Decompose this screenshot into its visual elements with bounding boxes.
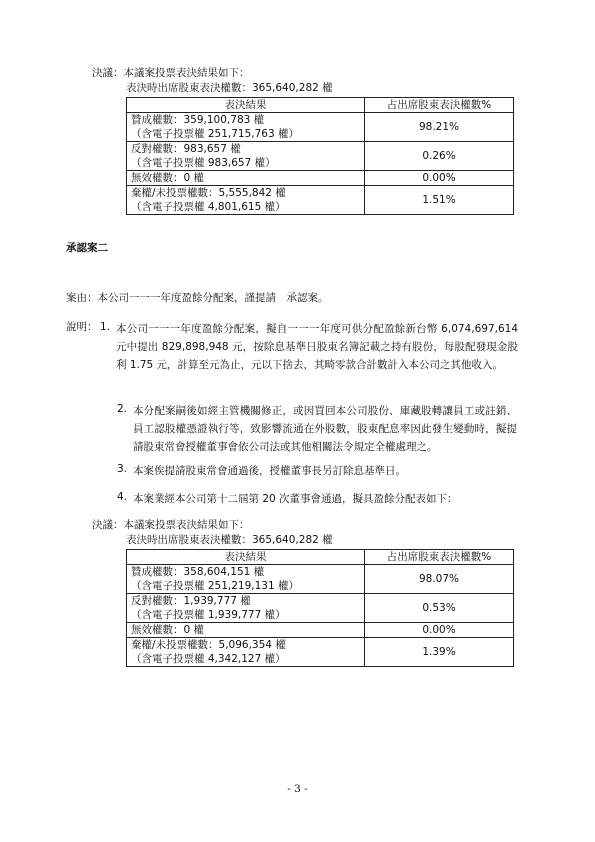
table-header-result: 表決結果 xyxy=(127,550,365,565)
table-row xyxy=(127,623,514,638)
vote-type: 贊成權數：359,100,783 權 xyxy=(131,114,265,126)
electronic-vote: （含電子投票權 4,801,615 權） xyxy=(131,201,286,213)
vote-type: 反對權數：983,657 權 xyxy=(131,143,241,155)
vote-percent: 98.07% xyxy=(365,565,514,594)
item-text: 本分配案嗣後如經主管機關修正，或因買回本公司股份、庫藏股轉讓員工或註銷、員工認股權憑證執行等，致影響流通在外股數，股東配息率因此發生變動時，擬提請股東常會授權董事會依公司法或其他相關法令規定全權處理之。 xyxy=(133,405,517,453)
table-row xyxy=(127,113,514,142)
vote-table-1 xyxy=(126,97,514,215)
item-text: 本案業經本公司第十二屆第 20 次董事會通過，擬具盈餘分配表如下： xyxy=(133,493,458,505)
table-header-percent: 占出席股東表決權數% xyxy=(365,98,514,113)
vote-type: 棄權/未投票權數：5,555,842 權 xyxy=(131,187,286,199)
attendance-text: 表決時出席股東表決權數：365,640,282 權 xyxy=(126,82,333,94)
resolution-2 xyxy=(92,518,333,548)
table-row xyxy=(127,186,514,215)
table-row xyxy=(127,594,514,623)
table-header-percent: 占出席股東表決權數% xyxy=(365,550,514,565)
table-row xyxy=(127,142,514,171)
vote-type: 無效權數：0 權 xyxy=(131,172,205,184)
table-row xyxy=(127,565,514,594)
item-text: 本案俟提請股東常會通過後，授權董事長另訂除息基準日。 xyxy=(133,465,406,477)
explanation-item-1 xyxy=(100,320,518,374)
section-title: 承認案二 xyxy=(66,242,108,254)
vote-type: 無效權數：0 權 xyxy=(131,624,205,636)
explanation-item-2 xyxy=(117,402,517,456)
resolution-label: 決議：本議案投票表決結果如下： xyxy=(92,519,250,531)
table-row xyxy=(127,638,514,667)
explanation-item-4 xyxy=(117,490,517,508)
table-header-result: 表決結果 xyxy=(127,98,365,113)
table-row xyxy=(127,171,514,186)
item-number: 3. xyxy=(117,463,128,475)
attendance-text: 表決時出席股東表決權數：365,640,282 權 xyxy=(126,534,333,546)
item-number: 2. xyxy=(117,403,128,415)
vote-table-2 xyxy=(126,549,514,667)
case-cause: 案由：本公司一一一年度盈餘分配案，謹提請 承認案。 xyxy=(66,292,329,304)
electronic-vote: （含電子投票權 251,219,131 權） xyxy=(131,580,299,592)
electronic-vote: （含電子投票權 4,342,127 權） xyxy=(131,653,286,665)
vote-percent: 0.53% xyxy=(365,594,514,623)
vote-percent: 98.21% xyxy=(365,113,514,142)
electronic-vote: （含電子投票權 251,715,763 權） xyxy=(131,128,299,140)
vote-percent: 0.00% xyxy=(365,623,514,638)
vote-percent: 1.51% xyxy=(365,186,514,215)
vote-percent: 0.26% xyxy=(365,142,514,171)
resolution-label: 決議：本議案投票表決結果如下： xyxy=(92,67,250,79)
page-number: - 3 - xyxy=(287,783,308,795)
item-number: 1. xyxy=(100,321,111,333)
explanation-label: 說明： xyxy=(66,321,98,333)
item-number: 4. xyxy=(117,491,128,503)
electronic-vote: （含電子投票權 1,939,777 權） xyxy=(131,609,286,621)
electronic-vote: （含電子投票權 983,657 權） xyxy=(131,157,276,169)
vote-type: 贊成權數：358,604,151 權 xyxy=(131,566,265,578)
vote-percent: 0.00% xyxy=(365,171,514,186)
vote-percent: 1.39% xyxy=(365,638,514,667)
item-text: 本公司一一一年度盈餘分配案，擬自一一一年度可供分配盈餘新台幣 6,074,697,614 元中提出 829,898,948 元，按除息基準日股東名簿記載之持有股份，每股配發現金股利 1.75 元，計算至元為止，元以下捨去，其畸零款合計數計入本公司之其他收入。 xyxy=(116,323,518,371)
vote-type: 反對權數：1,939,777 權 xyxy=(131,595,251,607)
explanation-item-3 xyxy=(117,462,517,480)
resolution-1 xyxy=(92,66,333,96)
vote-type: 棄權/未投票權數：5,096,354 權 xyxy=(131,639,286,651)
